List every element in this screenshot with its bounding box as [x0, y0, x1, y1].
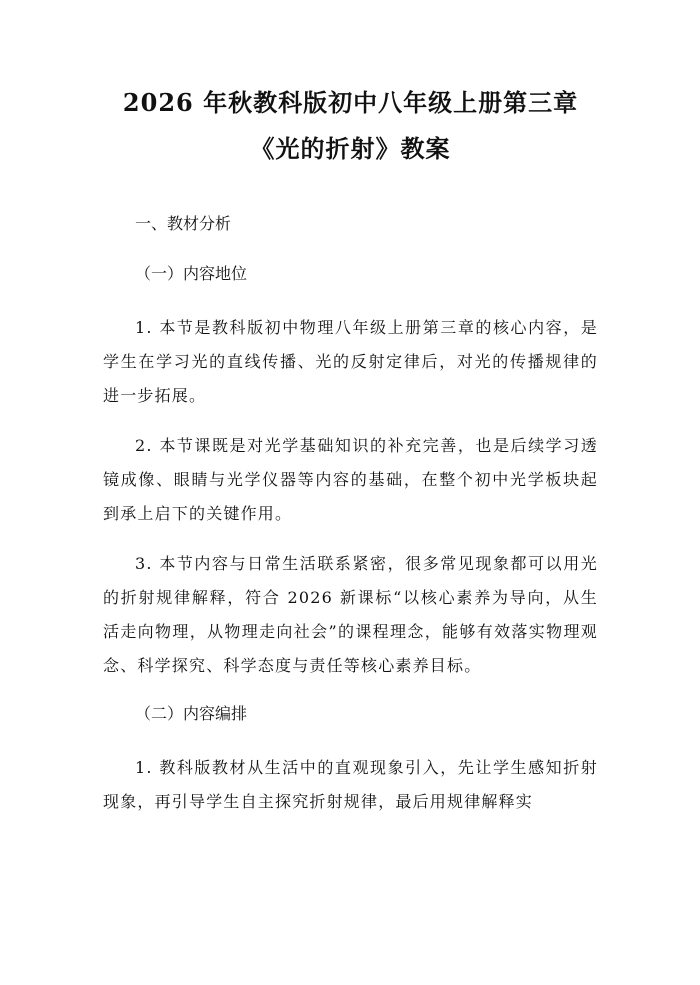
section-heading-textbook-analysis: 一、教材分析 [135, 214, 232, 233]
paragraph: 1. 本节是教科版初中物理八年级上册第三章的核心内容，是学生在学习光的直线传播、光的反射定律后，对光的传播规律的进一步拓展。 [103, 318, 598, 405]
subsection-heading-content-position: （一）内容地位 [135, 264, 248, 283]
paragraph: 2. 本节课既是对光学基础知识的补充完善，也是后续学习透镜成像、眼睛与光学仪器等内容的基础，在整个初中光学板块起到承上启下的关键作用。 [103, 436, 598, 523]
subsection-heading-content-arrangement: （二）内容编排 [135, 704, 248, 723]
paragraph: 1. 教科版教材从生活中的直观现象引入，先让学生感知折射现象，再引导学生自主探究折射规律，最后用规律解释实 [103, 758, 598, 811]
document-page [0, 80, 700, 985]
paragraph: 3. 本节内容与日常生活联系紧密，很多常见现象都可以用光的折射规律解释，符合 2026 新课标“以核心素养为导向，从生活走向物理，从物理走向社会”的课程理念，能够有效落实物理观念、科学探究、科学态度与责任等核心素养目标。 [103, 554, 598, 675]
document-title: 2026 年秋教科版初中八年级上册第三章《光的折射》教案 [122, 88, 579, 163]
